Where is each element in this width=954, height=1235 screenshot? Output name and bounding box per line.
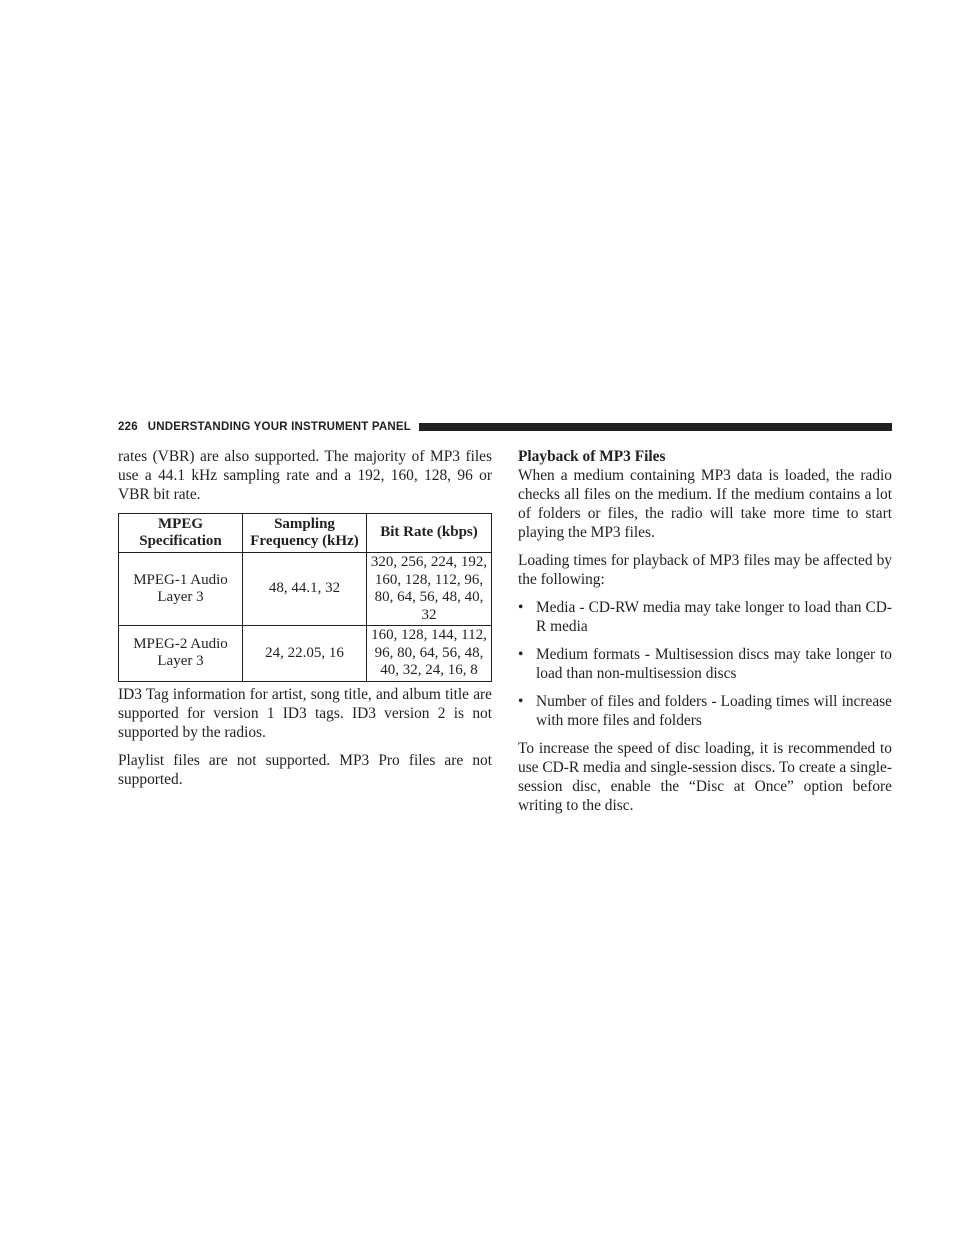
loading-times-paragraph: Loading times for playback of MP3 files may be affected by the following: — [518, 552, 892, 588]
list-item — [518, 598, 892, 636]
mp3-spec-table — [118, 513, 492, 682]
table-row — [119, 553, 492, 626]
section-heading: Playback of MP3 Files — [518, 448, 666, 465]
table-cell: 48, 44.1, 32 — [243, 553, 367, 626]
table-cell: MPEG-1 Audio Layer 3 — [119, 553, 243, 626]
table-header-cell: Sampling Frequency (kHz) — [243, 514, 367, 553]
table-header-cell: Bit Rate (kbps) — [367, 514, 492, 553]
table-cell: 320, 256, 224, 192, 160, 128, 112, 96, 80, 64, 56, 48, 40, 32 — [367, 553, 492, 626]
recommendation-paragraph: To increase the speed of disc loading, it is recommended to use CD-R media and single-session discs. To create a single-session disc, enable the “Disc at Once” option before writing to the disc. — [518, 740, 892, 814]
page-header — [118, 420, 892, 434]
table-cell: MPEG-2 Audio Layer 3 — [119, 626, 243, 682]
list-item — [518, 645, 892, 683]
right-column — [518, 447, 892, 824]
table-header-cell: MPEG Specification — [119, 514, 243, 553]
page-number: 226 — [118, 421, 138, 433]
list-item-text: Media - CD-RW media may take longer to load than CD-R media — [536, 599, 892, 635]
playback-paragraph: When a medium containing MP3 data is loaded, the radio checks all files on the medium. If the medium contains a lot of folders or files, the radio will take more time to start playing the MP3 files. — [518, 467, 892, 541]
table-cell: 24, 22.05, 16 — [243, 626, 367, 682]
list-item-text: Number of files and folders - Loading times will increase with more files and folders — [536, 693, 892, 729]
playlist-paragraph: Playlist files are not supported. MP3 Pro files are not supported. — [118, 751, 492, 788]
header-rule — [419, 423, 892, 431]
list-item-text: Medium formats - Multisession discs may take longer to load than non-multisession discs — [536, 646, 892, 682]
bullet-icon: • — [518, 599, 524, 616]
bullet-icon: • — [518, 646, 524, 663]
table-header-row — [119, 514, 492, 553]
section-title: UNDERSTANDING YOUR INSTRUMENT PANEL — [147, 421, 411, 433]
left-column — [118, 447, 492, 798]
list-item — [518, 692, 892, 730]
loading-factors-list — [518, 598, 892, 730]
id3-paragraph: ID3 Tag information for artist, song title, and album title are supported for version 1 ID3 tags. ID3 version 2 is not supported by the radios. — [118, 685, 492, 741]
bullet-icon: • — [518, 693, 524, 710]
intro-paragraph: rates (VBR) are also supported. The majority of MP3 files use a 44.1 kHz sampling rate and a 192, 160, 128, 96 or VBR bit rate. — [118, 448, 492, 503]
table-row — [119, 626, 492, 682]
table-cell: 160, 128, 144, 112, 96, 80, 64, 56, 48, 40, 32, 24, 16, 8 — [367, 626, 492, 682]
